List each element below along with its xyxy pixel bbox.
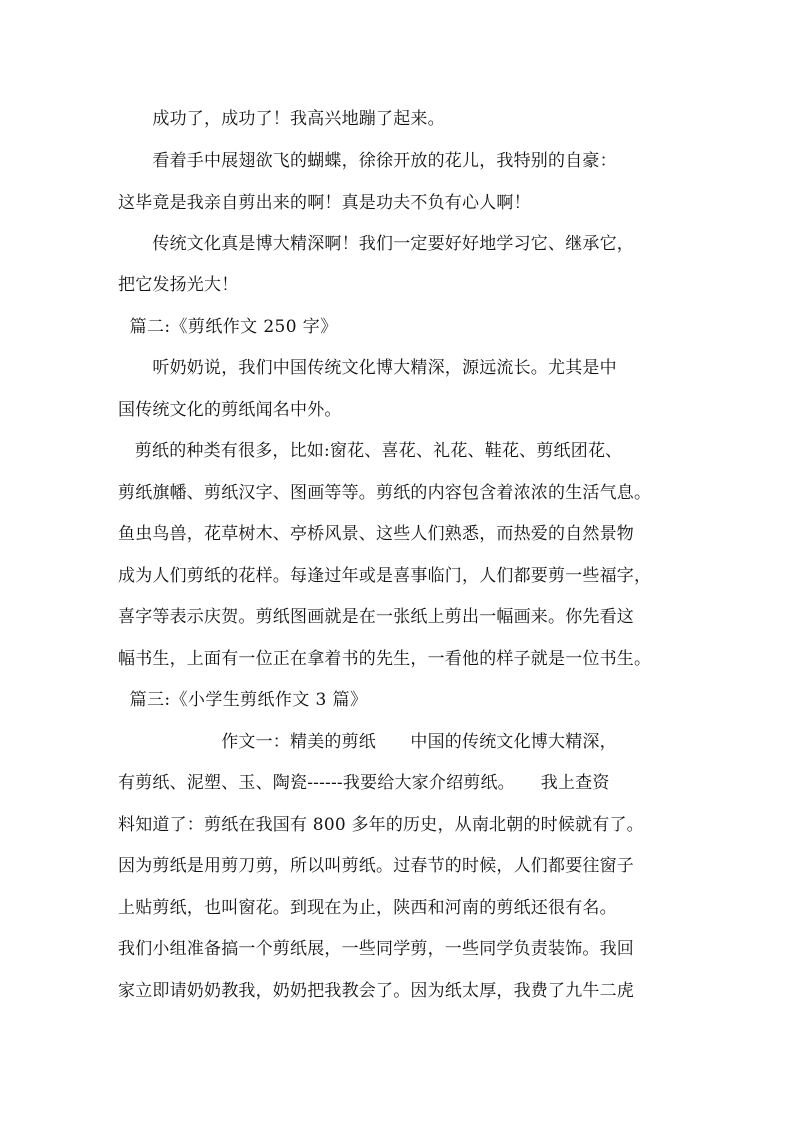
- paragraph-line: 有剪纸、泥塑、玉、陶瓷------我要给大家介绍剪纸。 我上查资: [118, 773, 610, 793]
- paragraph-line: 料知道了：剪纸在我国有 800 多年的历史，从南北朝的时候就有了。: [118, 815, 644, 835]
- paragraph-line: 成为人们剪纸的花样。每逢过年或是喜事临门，人们都要剪一些福字，: [118, 566, 652, 586]
- paragraph-line: 家立即请奶奶教我，奶奶把我教会了。因为纸太厚，我费了九牛二虎: [118, 981, 634, 1001]
- paragraph-line: 这毕竟是我亲自剪出来的啊！真是功夫不负有心人啊！: [118, 193, 531, 213]
- paragraph-line: 我们小组准备搞一个剪纸展，一些同学剪，一些同学负责装饰。我回: [118, 939, 634, 959]
- paragraph-line: 幅书生，上面有一位正在拿着书的先生，一看他的样子就是一位书生。: [118, 649, 652, 669]
- paragraph-line: 听奶奶说，我们中国传统文化博大精深，源远流长。尤其是中: [118, 358, 617, 378]
- paragraph-line: 看着手中展翅欲飞的蝴蝶，徐徐开放的花儿，我特别的自豪：: [118, 151, 617, 171]
- paragraph-line: 剪纸旗幡、剪纸汉字、图画等等。剪纸的内容包含着浓浓的生活气息。: [118, 483, 652, 503]
- paragraph-line: 作文一：精美的剪纸 中国的传统文化博大精深，: [118, 732, 617, 752]
- paragraph-line: 鱼虫鸟兽，花草树木、亭桥风景、这些人们熟悉，而热爱的自然景物: [118, 524, 634, 544]
- paragraph-line: 成功了，成功了！我高兴地蹦了起来。: [118, 109, 445, 129]
- paragraph-line: 把它发扬光大！: [118, 275, 239, 295]
- paragraph-line: 传统文化真是博大精深啊！我们一定要好好地学习它、继承它，: [118, 234, 634, 254]
- paragraph-line: 喜字等表示庆贺。剪纸图画就是在一张纸上剪出一幅画来。你先看这: [118, 607, 634, 627]
- paragraph-line: 上贴剪纸，也叫窗花。到现在为止，陕西和河南的剪纸还很有名。: [118, 898, 617, 918]
- section-heading: 篇三:《小学生剪纸作文 3 篇》: [118, 690, 368, 710]
- section-heading: 篇二:《剪纸作文 250 字》: [118, 317, 338, 337]
- paragraph-line: 剪纸的种类有很多，比如:窗花、喜花、礼花、鞋花、剪纸团花、: [118, 441, 623, 461]
- paragraph-line: 国传统文化的剪纸闻名中外。: [118, 400, 342, 420]
- paragraph-line: 因为剪纸是用剪刀剪，所以叫剪纸。过春节的时候，人们都要往窗子: [118, 856, 634, 876]
